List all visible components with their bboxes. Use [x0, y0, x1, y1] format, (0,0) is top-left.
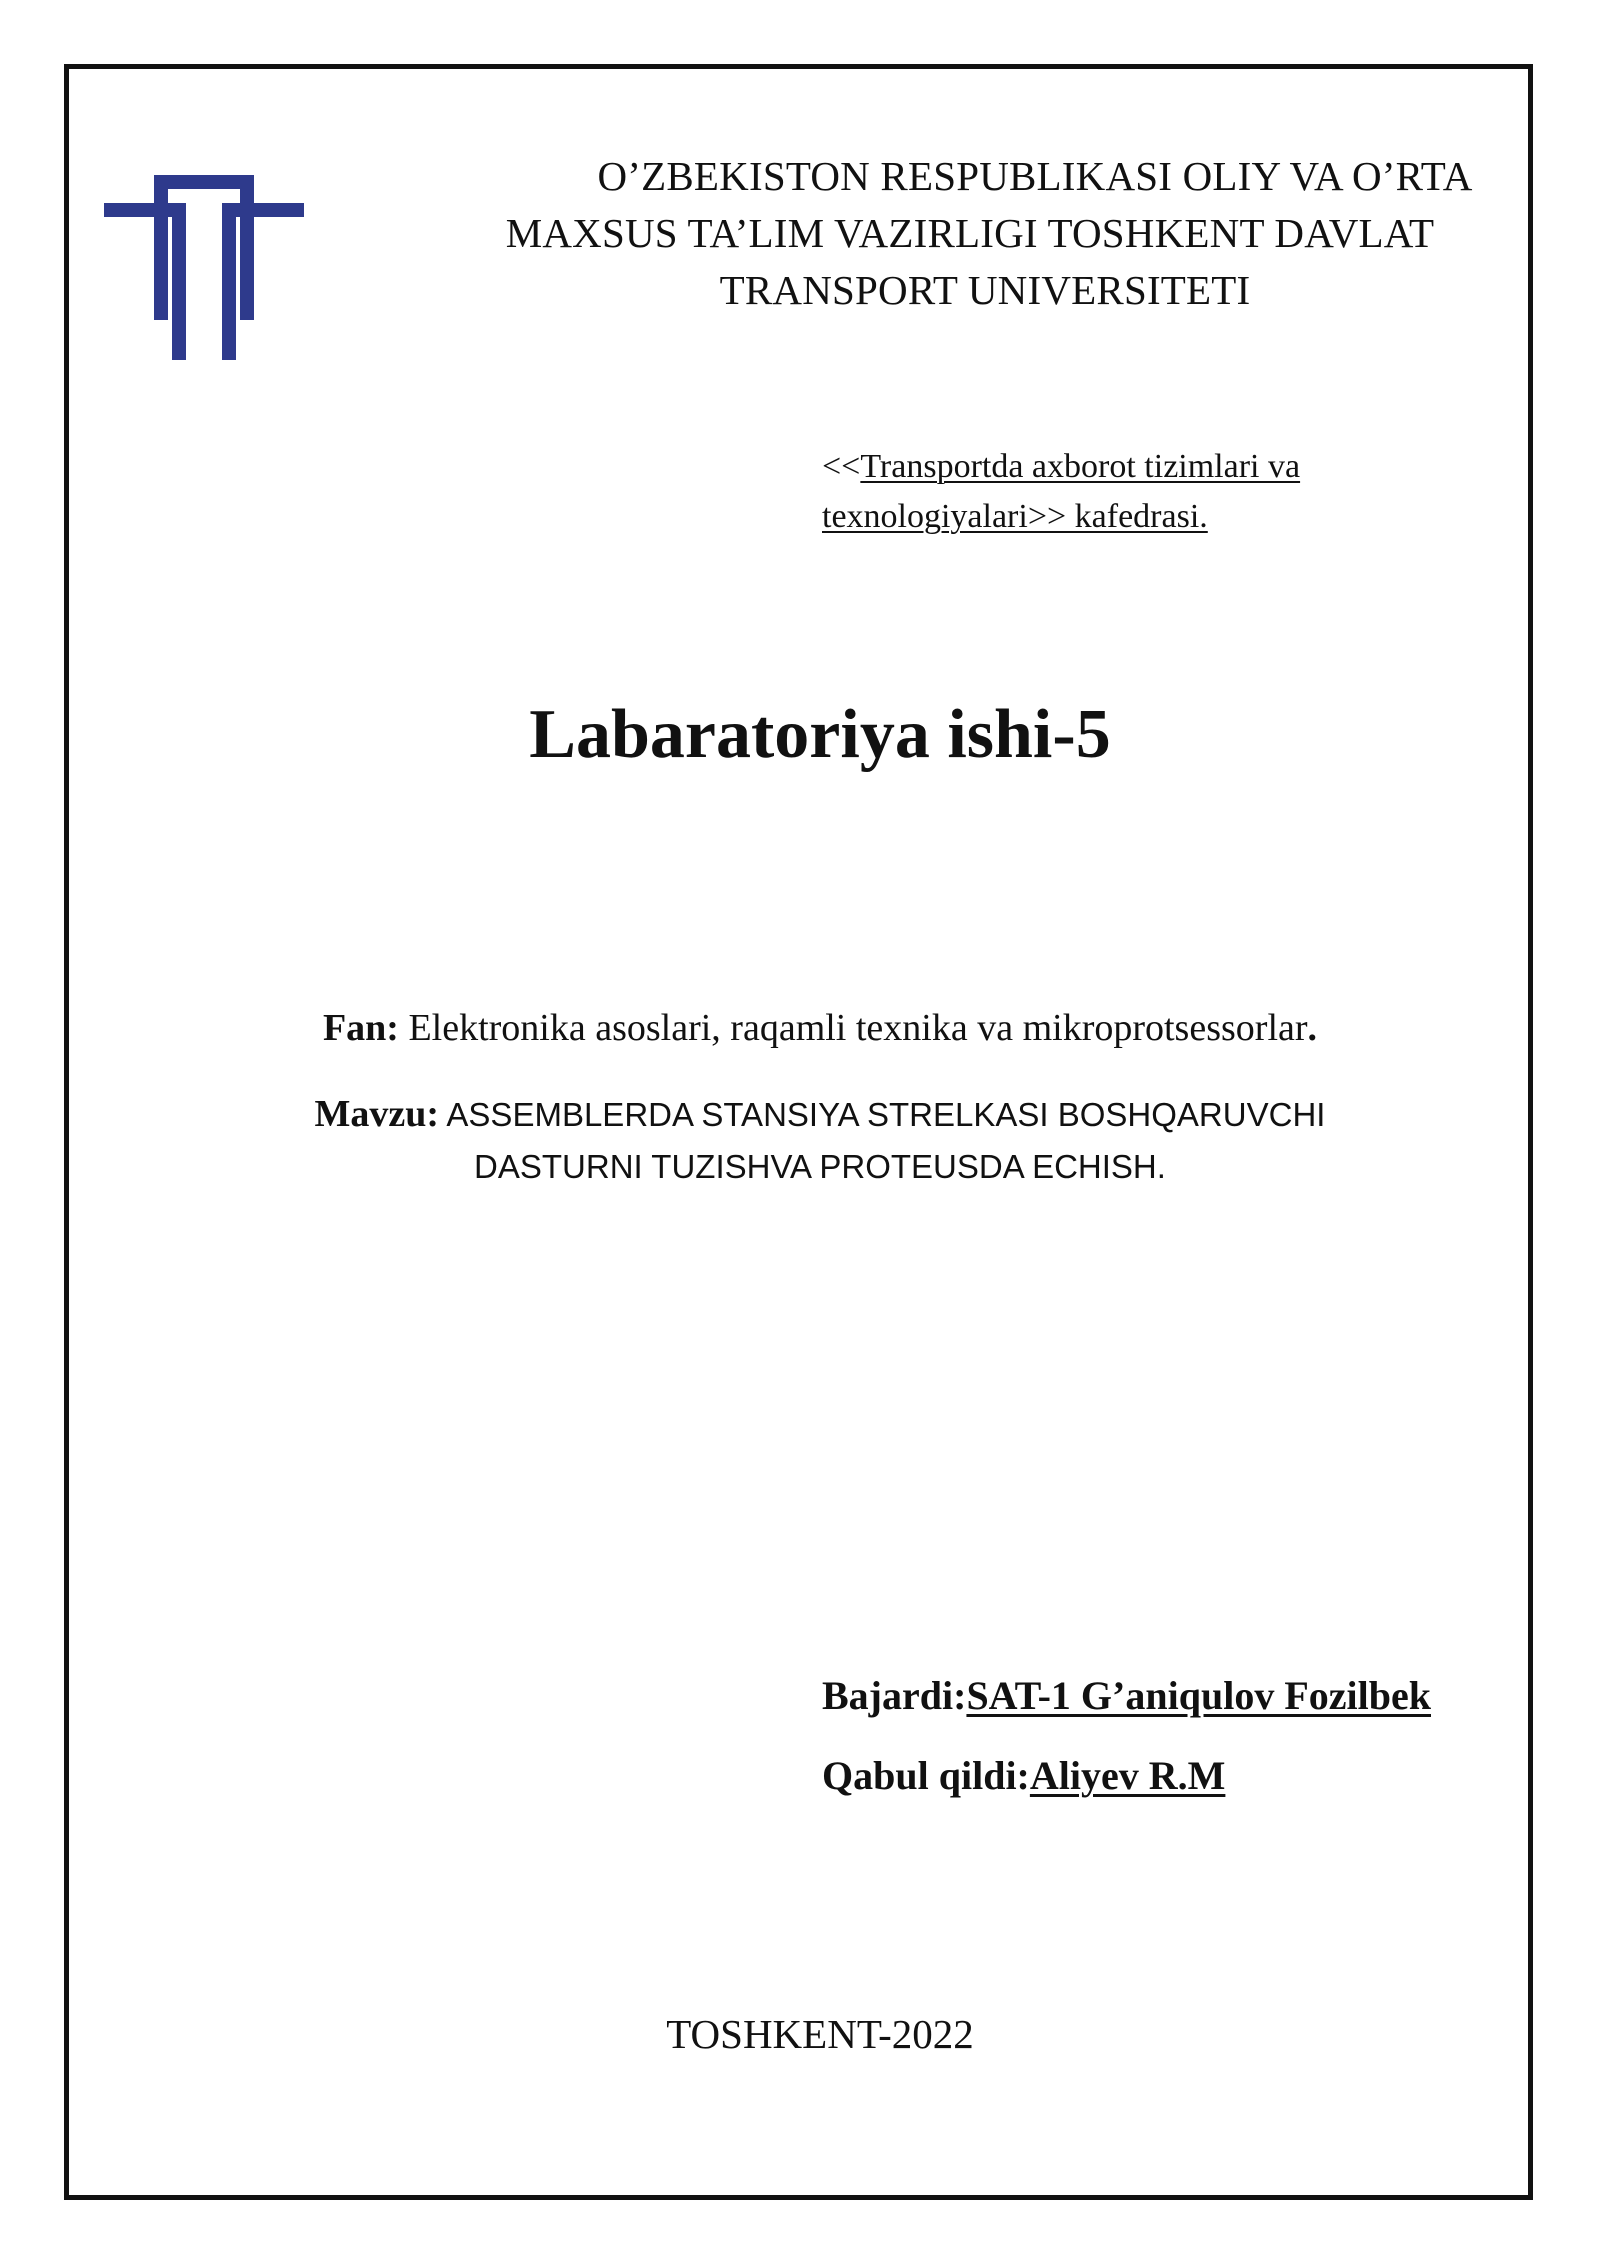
subject-end: .	[1307, 1007, 1318, 1049]
department-line-2: texnologiyalari>> kafedrasi.	[822, 498, 1208, 535]
topic-label: Mavzu:	[314, 1093, 440, 1135]
performed-by-label: Bajardi:	[822, 1673, 967, 1718]
subject-line	[0, 1000, 1600, 1056]
university-logo-icon	[104, 175, 304, 360]
accepted-by	[822, 1752, 1225, 1799]
ministry-line-1: O’ZBEKISTON RESPUBLIKASI OLIY VA O’RTA	[597, 153, 1473, 199]
performed-by	[822, 1672, 1431, 1719]
performed-by-value: SAT-1 G’aniqulov Fozilbek	[966, 1673, 1431, 1718]
accepted-by-label: Qabul qildi:	[822, 1753, 1030, 1798]
city-year: TOSHKENT-2022	[666, 2011, 974, 2057]
topic-line-1: ASSEMBLERDA STANSIYA STRELKASI BOSHQARUVCHI	[439, 1096, 1326, 1133]
accepted-by-value: Aliyev R.M	[1029, 1753, 1226, 1798]
department-line-1: Transportda axborot tizimlari va	[860, 448, 1301, 485]
subject-label: Fan:	[322, 1007, 399, 1049]
subject-text: Elektronika asoslari, raqamli texnika va mikroprotsessorlar	[398, 1007, 1308, 1049]
ministry-header	[420, 148, 1520, 319]
department-open-mark: <<	[822, 448, 861, 485]
document-title: Labaratoriya ishi-5	[529, 696, 1111, 773]
topic-line-2: DASTURNI TUZISHVA PROTEUSDA ECHISH.	[474, 1148, 1166, 1185]
ministry-line-2: MAXSUS TA’LIM VAZIRLIGI TOSHKENT DAVLAT	[505, 210, 1435, 256]
department-name	[822, 442, 1462, 542]
ministry-line-3: TRANSPORT UNIVERSITETI	[719, 267, 1251, 313]
topic-block	[0, 1088, 1600, 1193]
